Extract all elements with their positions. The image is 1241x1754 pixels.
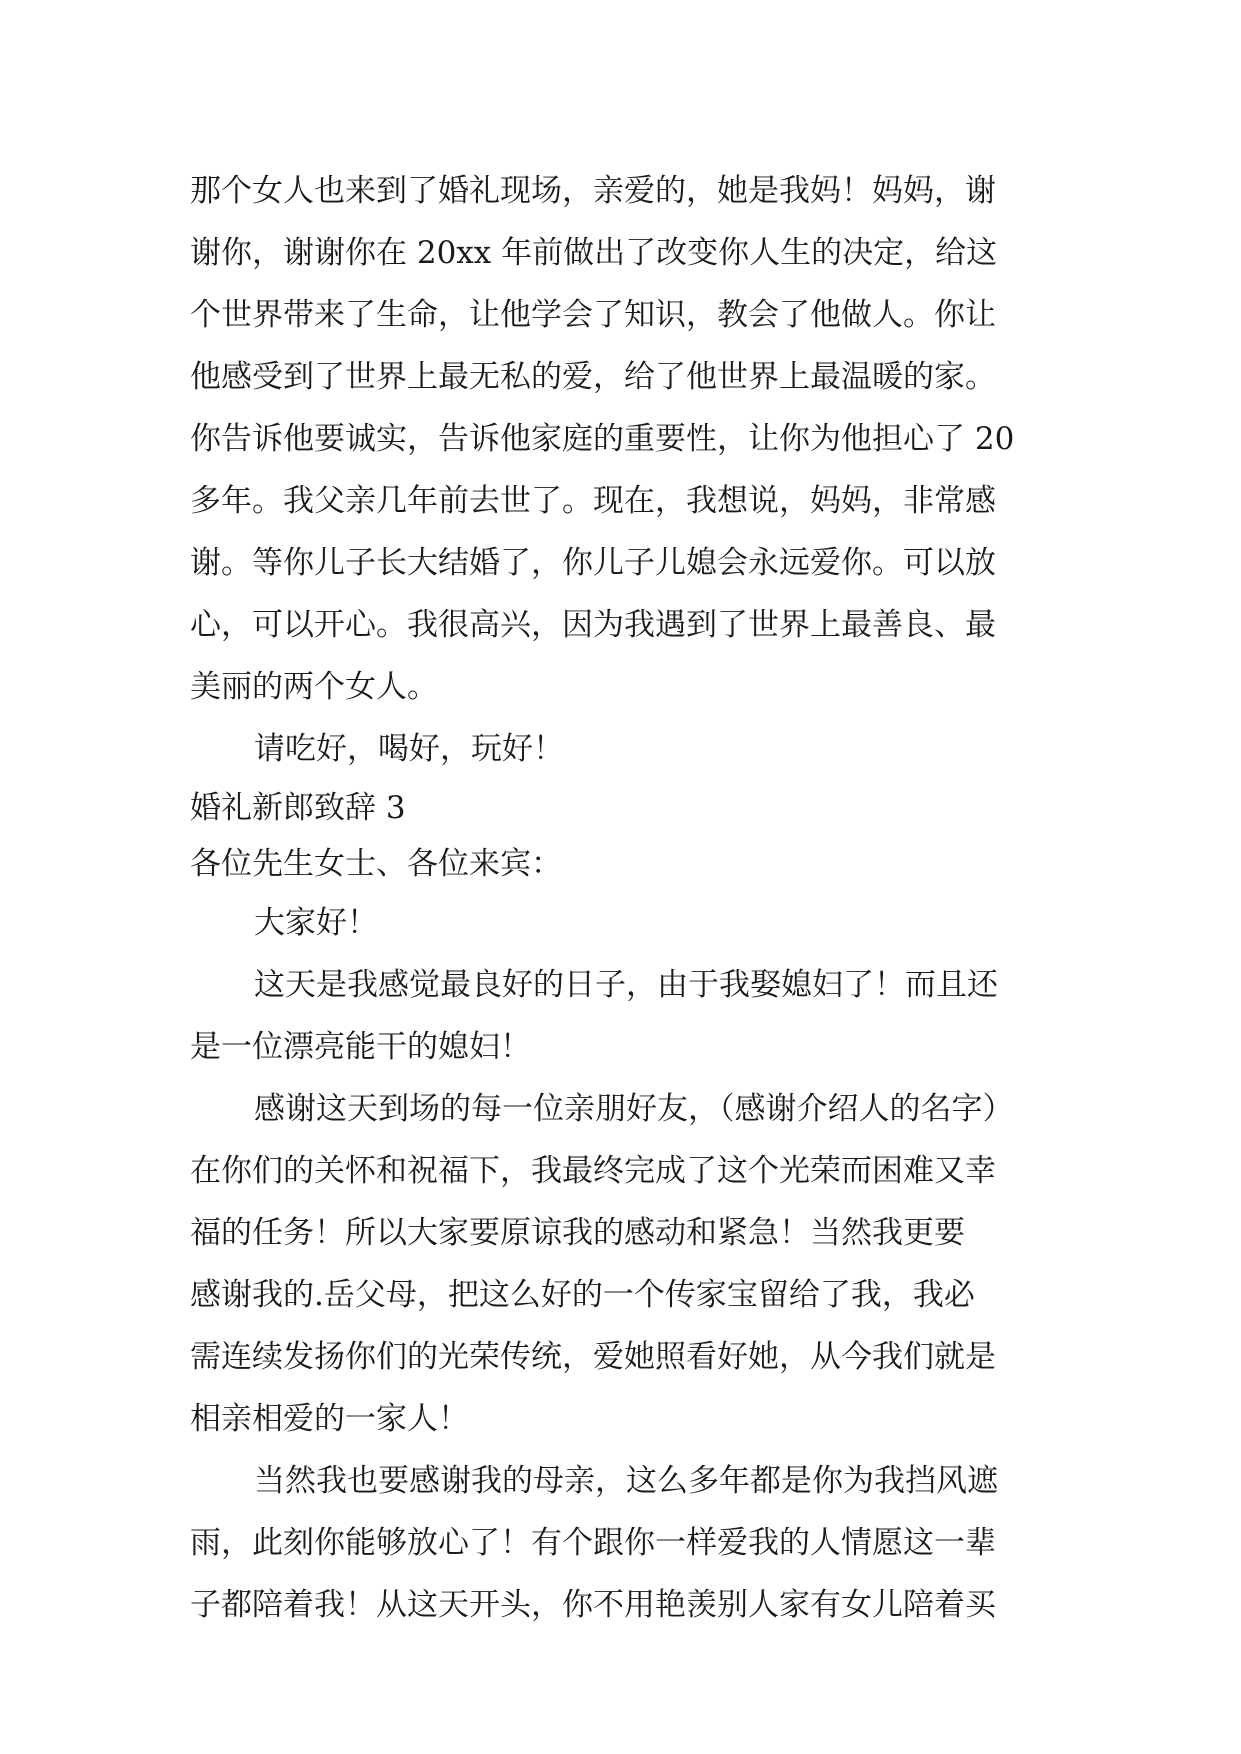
- text-line: 感谢这天到场的每一位亲朋好友，（感谢介绍人的名字）: [254, 1091, 1014, 1127]
- paragraph-thanks-guests: [190, 1078, 1060, 1450]
- text-line: 个世界带来了生命，让他学会了知识，教会了他做人。你让: [190, 297, 996, 333]
- text-line: 他感受到了世界上最无私的爱，给了他世界上最温暖的家。: [190, 359, 996, 395]
- text-line: 多年。我父亲几年前去世了。现在，我想说，妈妈，非常感: [190, 483, 996, 519]
- text-line: 美丽的两个女人。: [190, 669, 438, 705]
- text-line: 相亲相爱的一家人！: [190, 1401, 469, 1437]
- closing-line: 请吃好，喝好，玩好！: [254, 731, 564, 767]
- text-line: 是一位漂亮能干的媳妇！: [190, 1029, 531, 1065]
- text-line: 那个女人也来到了婚礼现场，亲爱的，她是我妈！妈妈，谢: [190, 173, 996, 209]
- paragraph-thanks-mother: [190, 1450, 1060, 1636]
- text-line: 心，可以开心。我很高兴，因为我遇到了世界上最善良、最: [190, 607, 996, 643]
- text-line: 子都陪着我！从这天开头，你不用艳羡别人家有女儿陪着买: [190, 1587, 996, 1623]
- text-line: 谢。等你儿子长大结婚了，你儿子儿媳会永远爱你。可以放: [190, 545, 996, 581]
- paragraph-happiest-day: [190, 954, 1060, 1078]
- text-line: 这天是我感觉最良好的日子，由于我娶媳妇了！而且还: [254, 967, 998, 1003]
- text-line: 谢你，谢谢你在 20xx 年前做出了改变你人生的决定，给这: [190, 235, 998, 271]
- text-line: 需连续发扬你们的光荣传统，爱她照看好她，从今我们就是: [190, 1339, 996, 1375]
- text-line: 福的任务！所以大家要原谅我的感动和紧急！当然我更要: [190, 1215, 965, 1251]
- text-line: 在你们的关怀和祝福下，我最终完成了这个光荣而困难又幸: [190, 1153, 996, 1189]
- section-title: 婚礼新郎致辞 3: [190, 790, 406, 826]
- text-line: 当然我也要感谢我的母亲，这么多年都是你为我挡风遮: [254, 1463, 998, 1499]
- salutation: 各位先生女士、各位来宾：: [190, 846, 562, 882]
- text-line: 感谢我的.岳父母，把这么好的一个传家宝留给了我，我必: [190, 1277, 975, 1313]
- text-line: 雨，此刻你能够放心了！有个跟你一样爱我的人情愿这一辈: [190, 1525, 996, 1561]
- paragraph-mother-thanks: [190, 160, 1060, 718]
- text-line: 你告诉他要诚实，告诉他家庭的重要性，让你为他担心了 20: [190, 421, 1015, 457]
- greeting: 大家好！: [254, 905, 378, 941]
- document-body: [190, 160, 1060, 1636]
